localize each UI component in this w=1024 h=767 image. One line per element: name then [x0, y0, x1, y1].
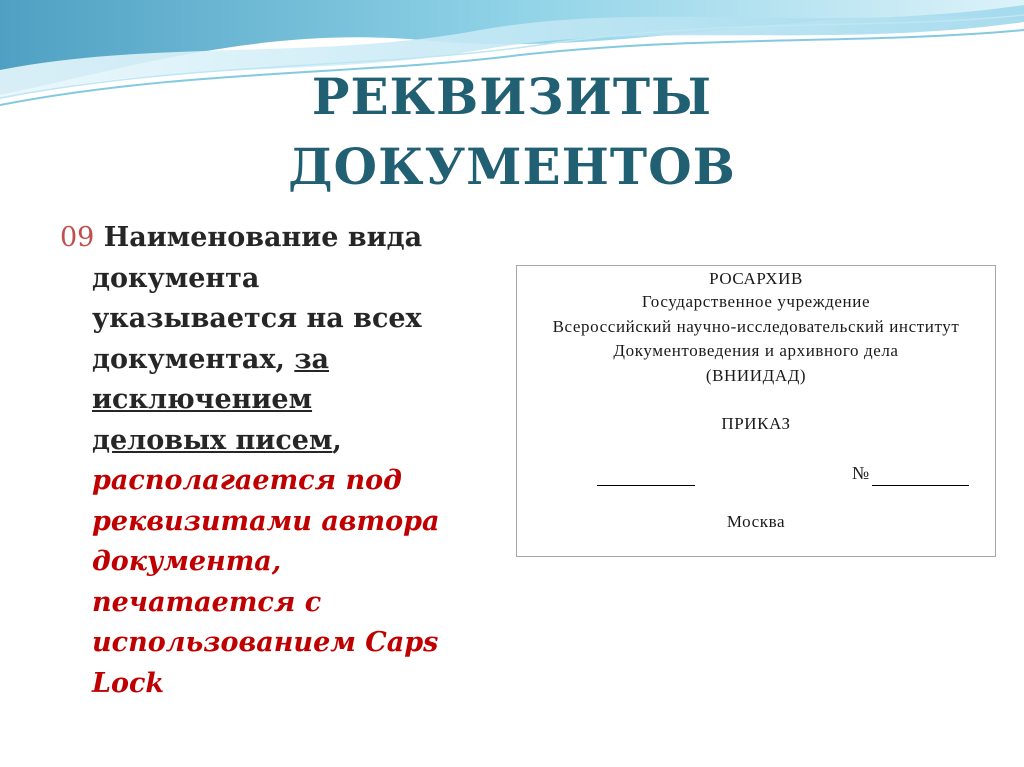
red-line-6: Lock: [92, 667, 165, 699]
red-line-2: реквизитами автора: [92, 505, 440, 537]
body-line-3: указывается на всех: [92, 303, 422, 334]
body-line-2: документа: [92, 262, 260, 294]
red-line-5: использованием Caps: [92, 627, 439, 658]
form-institute-1: Всероссийский научно-исследовательский институт: [552, 317, 960, 336]
form-org-type: Государственное учреждение: [641, 292, 871, 311]
title-line-2: ДОКУМЕНТОВ: [288, 137, 736, 196]
exception-word-1: за: [294, 343, 330, 375]
form-institute-2: Документоведения и архивного дела: [613, 341, 899, 360]
comma: ,: [332, 424, 342, 456]
number-sign: №: [852, 463, 870, 483]
slide-title: [0, 62, 1024, 202]
form-org: РОСАРХИВ: [709, 269, 803, 288]
form-abbrev: (ВНИИДАД): [705, 366, 807, 385]
slide-body: [60, 218, 500, 704]
item-number: 09: [60, 222, 95, 253]
docs-word: документах,: [92, 343, 285, 375]
date-blank-line: [597, 463, 695, 486]
exception-word-3: деловых писем: [92, 424, 333, 456]
red-line-1: располагается под: [92, 465, 402, 496]
form-doc-type: ПРИКАЗ: [721, 414, 791, 433]
form-city: Москва: [726, 512, 786, 531]
exception-word-2: исключением: [92, 384, 313, 415]
body-line-6: [60, 421, 500, 462]
body-line-1: [60, 218, 500, 259]
body-line-4: [60, 340, 500, 381]
red-line-3: документа,: [92, 546, 282, 577]
intro-text: Наименование вида: [103, 222, 423, 253]
sample-document-form: [516, 265, 996, 557]
number-blank-line: [872, 463, 969, 486]
title-line-1: РЕКВИЗИТЫ: [311, 67, 713, 126]
red-line-4: печатается с: [92, 586, 322, 618]
